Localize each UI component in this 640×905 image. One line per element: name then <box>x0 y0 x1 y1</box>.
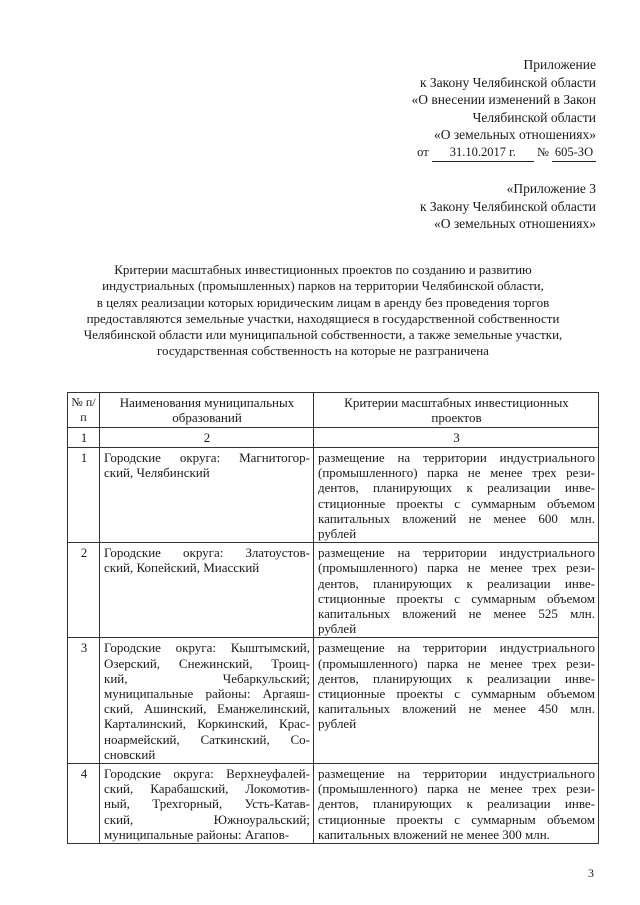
table-row <box>68 764 599 844</box>
appendix-law-title-3: «О земельных отношениях» <box>433 127 596 142</box>
municipality-line: муниципальные районы: Аргаяш- <box>104 686 310 702</box>
criteria-line: (промышленного) парка не менее трех рези- <box>318 781 595 797</box>
title-line: в целях реализации которых юридическим лицам в аренду без проведения торгов <box>96 294 550 310</box>
table-header-row <box>68 393 599 428</box>
page-number: 3 <box>588 866 594 880</box>
municipality-line: Городские округа: Магнитогор- <box>104 450 310 465</box>
municipality-line: ский, Копейский, Миасский <box>104 560 260 576</box>
law-date: 31.10.2017 г. <box>432 144 534 163</box>
criteria-line: стиционные проекты с суммарным объемом <box>318 686 595 702</box>
criteria-cell <box>314 638 599 764</box>
municipality-line: Городские округа: Верхнеуфалей- <box>104 766 310 782</box>
criteria-line: дентов, планирующих к реализации инве- <box>318 796 595 812</box>
criteria-line: размещение на территории индустриального <box>318 450 595 465</box>
criteria-line: дентов, планирующих к реализации инве- <box>318 575 595 591</box>
appendix-law-title-1: «О внесении изменений в Закон <box>411 92 596 107</box>
table-row <box>68 448 599 543</box>
municipality-line: Городские округа: Кыштымский, <box>104 640 310 656</box>
date-prefix: от <box>417 144 429 159</box>
title-line: индустриальных (промышленных) парков на территории Челябинской области, <box>102 278 544 294</box>
criteria-line: капитальных вложений не менее 525 млн. <box>318 606 595 622</box>
municipality-line: сновский <box>104 746 156 762</box>
header-criteria: Критерии масштабных инвестиционных проектов <box>314 393 599 428</box>
row-number: 3 <box>68 638 100 764</box>
municipality-cell <box>100 543 314 638</box>
title-line: предоставляются земельные участки, находящиеся в государственной собственности <box>86 310 560 326</box>
criteria-line: капитальных вложений не менее 300 млн. <box>318 826 550 842</box>
municipality-line: муниципальные районы: Агапов- <box>104 826 290 842</box>
criteria-table <box>67 392 599 844</box>
appendix-3-header <box>336 180 596 233</box>
row-number: 4 <box>68 764 100 844</box>
municipality-line: ский, Южноуральский; <box>104 811 310 827</box>
municipality-line: Городские округа: Златоустов- <box>104 545 310 561</box>
criteria-line: капитальных вложений не менее 450 млн. <box>318 701 595 717</box>
municipality-cell <box>100 638 314 764</box>
municipality-line: ский, Карабашский, Локомотив- <box>104 781 310 797</box>
table-row <box>68 638 599 764</box>
index-cell: 2 <box>100 428 314 448</box>
municipality-line: ноармейский, Саткинский, Со- <box>104 731 310 747</box>
criteria-line: (промышленного) парка не менее трех рези- <box>318 655 595 671</box>
title-line: Критерии масштабных инвестиционных проектов по созданию и развитию <box>114 262 532 277</box>
criteria-line: размещение на территории индустриального <box>318 545 595 561</box>
header-num: № п/п <box>68 393 100 428</box>
municipality-line: ный, Трехгорный, Усть-Катав- <box>104 796 310 812</box>
criteria-line: (промышленного) парка не менее трех рези- <box>318 560 595 576</box>
table-row <box>68 543 599 638</box>
table-index-row <box>68 428 599 448</box>
number-prefix: № <box>536 144 549 159</box>
criteria-line: стиционные проекты с суммарным объемом <box>318 590 595 606</box>
municipality-cell <box>100 764 314 844</box>
row-number: 2 <box>68 543 100 638</box>
appendix-3-label: «Приложение 3 <box>506 181 596 196</box>
row-number: 1 <box>68 448 100 543</box>
criteria-line: размещение на территории индустриального <box>318 640 595 656</box>
title-line: государственная собственность на которые не разграничена <box>157 343 489 359</box>
criteria-line: рублей <box>318 526 357 542</box>
criteria-line: (промышленного) парка не менее трех рези- <box>318 465 595 481</box>
criteria-line: рублей <box>318 716 357 732</box>
municipality-line: Карталинский, Коркинский, Крас- <box>104 716 310 732</box>
municipality-line: ский, Ашинский, Еманжелинский, <box>104 701 310 717</box>
criteria-line: размещение на территории индустриального <box>318 766 595 782</box>
title-line: Челябинской области или муниципальной собственности, а также земельные участки, <box>83 327 563 343</box>
criteria-line: стиционные проекты с суммарным объемом <box>318 495 595 511</box>
law-number: 605-ЗО <box>552 144 596 163</box>
criteria-line: дентов, планирующих к реализации инве- <box>318 670 595 686</box>
appendix-3-law-ref: к Закону Челябинской области <box>419 198 596 214</box>
index-cell: 1 <box>68 428 100 448</box>
criteria-cell <box>314 764 599 844</box>
criteria-cell <box>314 448 599 543</box>
appendix-law-title-2: Челябинской области <box>472 109 596 125</box>
appendix-header <box>336 56 596 162</box>
municipality-line: кий, Чебаркульский; <box>104 670 310 686</box>
law-date-number <box>336 144 596 163</box>
criteria-line: капитальных вложений не менее 600 млн. <box>318 510 595 526</box>
index-cell: 3 <box>314 428 599 448</box>
municipality-line: Озерский, Снежинский, Троиц- <box>104 655 310 671</box>
criteria-cell <box>314 543 599 638</box>
document-title <box>62 262 584 360</box>
criteria-line: рублей <box>318 621 357 637</box>
criteria-line: стиционные проекты с суммарным объемом <box>318 811 595 827</box>
municipality-line: ский, Челябинский <box>104 465 210 481</box>
criteria-line: дентов, планирующих к реализации инве- <box>318 480 595 496</box>
appendix-law-ref: к Закону Челябинской области <box>419 74 596 90</box>
appendix-label: Приложение <box>523 57 596 72</box>
municipality-cell <box>100 448 314 543</box>
header-municipality: Наименования муниципальных образований <box>100 393 314 428</box>
appendix-3-law-title: «О земельных отношениях» <box>433 216 596 231</box>
